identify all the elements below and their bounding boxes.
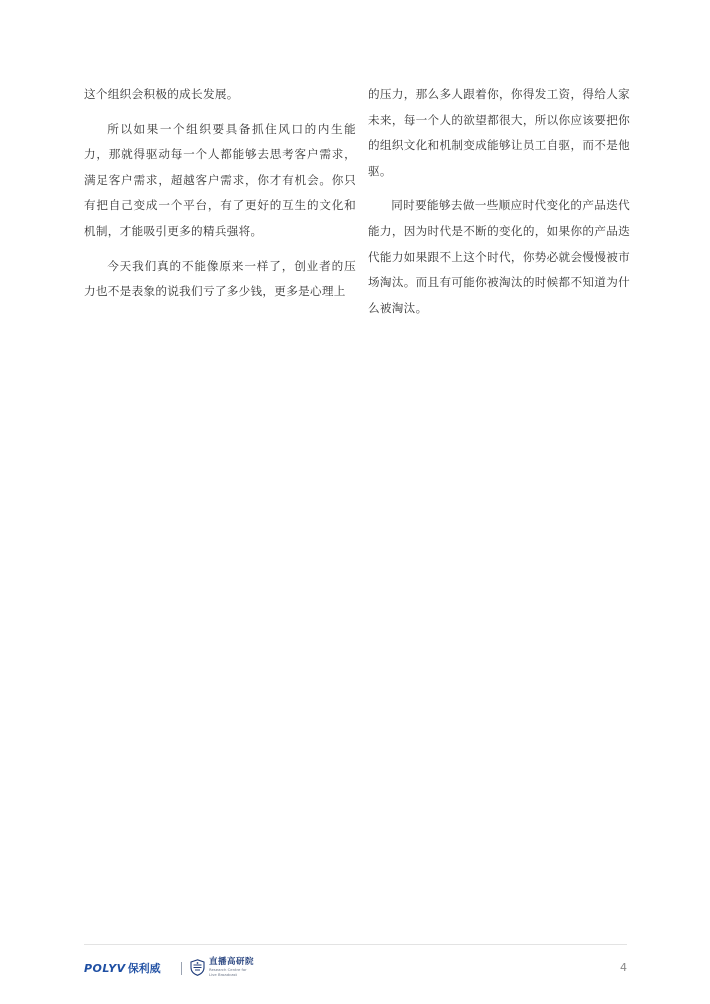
footer-divider [84, 944, 627, 945]
paragraph: 所以如果一个组织要具备抓住风口的内生能力，那就得驱动每一个人都能够去思考客户需求，满足客户需求，超越客户需求，你才有机会。你只有把自己变成一个平台，有了更好的互生的文化和机制，才能吸引更多的精兵强将。 [84, 121, 356, 238]
page-footer [84, 958, 627, 982]
left-text-column [84, 82, 356, 314]
logo-latin-text: POLYV [84, 961, 126, 975]
institute-logo [190, 958, 254, 977]
polyv-logo [84, 960, 161, 976]
right-text-column [368, 82, 630, 330]
logo-separator [181, 962, 182, 975]
paragraph: 同时要能够去做一些顺应时代变化的产品迭代能力，因为时代是不断的变化的，如果你的产品迭代能力如果跟不上这个时代，你势必就会慢慢被市场淘汰。而且有可能你被淘汰的时候都不知道为什么被淘汰。 [368, 198, 630, 315]
paragraph: 的压力，那么多人跟着你，你得发工资，得给人家未来，每一个人的欲望都很大，所以你应该要把你的组织文化和机制变成能够让员工自驱，而不是他驱。 [368, 87, 630, 178]
shield-emblem-icon [190, 959, 205, 976]
paragraph: 今天我们真的不能像原来一样了，创业者的压力也不是表象的说我们亏了多少钱，更多是心理上 [84, 258, 356, 299]
institute-english-line: Live Broadcast [209, 971, 237, 977]
institute-name: 直播高研院 [209, 957, 255, 967]
page-number: 4 [620, 961, 627, 974]
institute-english-line: Research Centre for [209, 966, 247, 972]
logo-cjk-text: 保利威 [127, 962, 161, 975]
paragraph: 这个组织会积极的成长发展。 [84, 87, 239, 101]
